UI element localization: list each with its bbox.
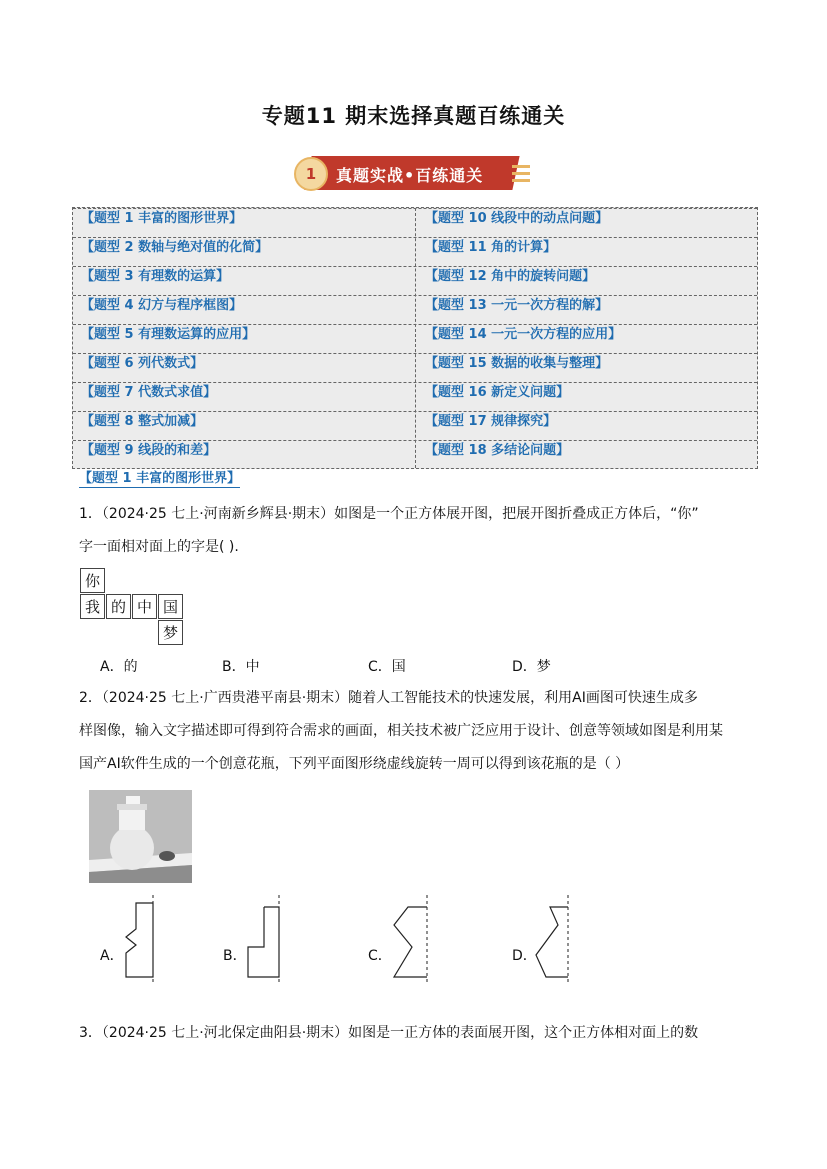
toc-link[interactable]: 【题型 6 列代数式】 — [81, 356, 204, 371]
banner-number: 1 — [294, 157, 328, 191]
toc-link[interactable]: 【题型 12 角中的旋转问题】 — [425, 269, 596, 284]
q1-option-d[interactable]: D．梦 — [512, 659, 551, 675]
toc-row — [73, 440, 757, 470]
toc-link[interactable]: 【题型 8 整式加减】 — [81, 414, 204, 429]
toc-link[interactable]: 【题型 11 角的计算】 — [425, 240, 557, 255]
q1-option-a[interactable]: A．的 — [100, 659, 138, 675]
q1-option-c[interactable]: C．国 — [368, 659, 406, 675]
toc-row — [73, 266, 757, 296]
question-2-line-3: 国产AI软件生成的一个创意花瓶，下列平面图形绕虚线旋转一周可以得到该花瓶的是（ ） — [79, 756, 630, 772]
question-2-line-2: 样图像，输入文字描述即可得到符合需求的画面，相关技术被广泛应用于设计、创意等领域如图是利用某 — [79, 723, 723, 739]
q2-figure-d — [528, 895, 588, 985]
toc-link[interactable]: 【题型 17 规律探究】 — [425, 414, 557, 429]
toc-link[interactable]: 【题型 9 线段的和差】 — [81, 443, 217, 458]
q1-option-b[interactable]: B．中 — [222, 659, 260, 675]
question-3-line-1: 3．（2024·25 七上·河北保定曲阳县·期末）如图是一正方体的表面展开图，这个正方体相对面上的数 — [79, 1025, 699, 1041]
toc-link[interactable]: 【题型 10 线段中的动点问题】 — [425, 211, 609, 226]
toc-row — [73, 411, 757, 441]
toc-link[interactable]: 【题型 2 数轴与绝对值的化简】 — [81, 240, 269, 255]
net-cell: 你 — [80, 568, 105, 593]
toc-link[interactable]: 【题型 16 新定义问题】 — [425, 385, 570, 400]
question-1-line-1: 1．（2024·25 七上·河南新乡辉县·期末）如图是一个正方体展开图，把展开图折叠成正方体后，“你” — [79, 506, 699, 522]
toc-row — [73, 382, 757, 412]
toc-link[interactable]: 【题型 13 一元一次方程的解】 — [425, 298, 609, 313]
vase-image — [89, 790, 192, 883]
toc-row — [73, 353, 757, 383]
banner-label: 真题实战•百练通关 — [336, 166, 484, 185]
toc-row — [73, 237, 757, 267]
toc-row — [73, 324, 757, 354]
section-banner — [294, 154, 534, 192]
toc-link[interactable]: 【题型 5 有理数运算的应用】 — [81, 327, 256, 342]
net-cell: 国 — [158, 594, 183, 619]
question-2-line-1: 2．（2024·25 七上·广西贵港平南县·期末）随着人工智能技术的快速发展，利用AI画图可快速生成多 — [79, 690, 698, 706]
net-cell: 我 — [80, 594, 105, 619]
banner-stripes-icon — [512, 165, 530, 186]
toc-row — [73, 295, 757, 325]
net-cell: 的 — [106, 594, 131, 619]
toc-link[interactable]: 【题型 14 一元一次方程的应用】 — [425, 327, 622, 342]
q2-figure-c — [382, 895, 442, 985]
toc-link[interactable]: 【题型 15 数据的收集与整理】 — [425, 356, 609, 371]
question-1-line-2: 字一面相对面上的字是( ). — [79, 539, 239, 555]
q2-option-d[interactable]: D． — [512, 948, 537, 964]
toc-link[interactable]: 【题型 7 代数式求值】 — [81, 385, 217, 400]
toc-table — [72, 207, 758, 469]
net-cell: 中 — [132, 594, 157, 619]
q2-option-a[interactable]: A． — [100, 948, 124, 964]
q2-figure-b — [240, 895, 300, 985]
q2-option-c[interactable]: C． — [368, 948, 392, 964]
toc-link[interactable]: 【题型 18 多结论问题】 — [425, 443, 570, 458]
toc-row — [73, 208, 757, 238]
q2-option-b[interactable]: B． — [223, 948, 247, 964]
q2-figure-a — [118, 895, 178, 985]
toc-link[interactable]: 【题型 3 有理数的运算】 — [81, 269, 230, 284]
page-title: 专题11 期末选择真题百练通关 — [261, 104, 566, 128]
section-heading-link[interactable]: 【题型 1 丰富的图形世界】 — [79, 471, 241, 486]
toc-link[interactable]: 【题型 4 幻方与程序框图】 — [81, 298, 243, 313]
toc-link[interactable]: 【题型 1 丰富的图形世界】 — [81, 211, 243, 226]
net-cell: 梦 — [158, 620, 183, 645]
